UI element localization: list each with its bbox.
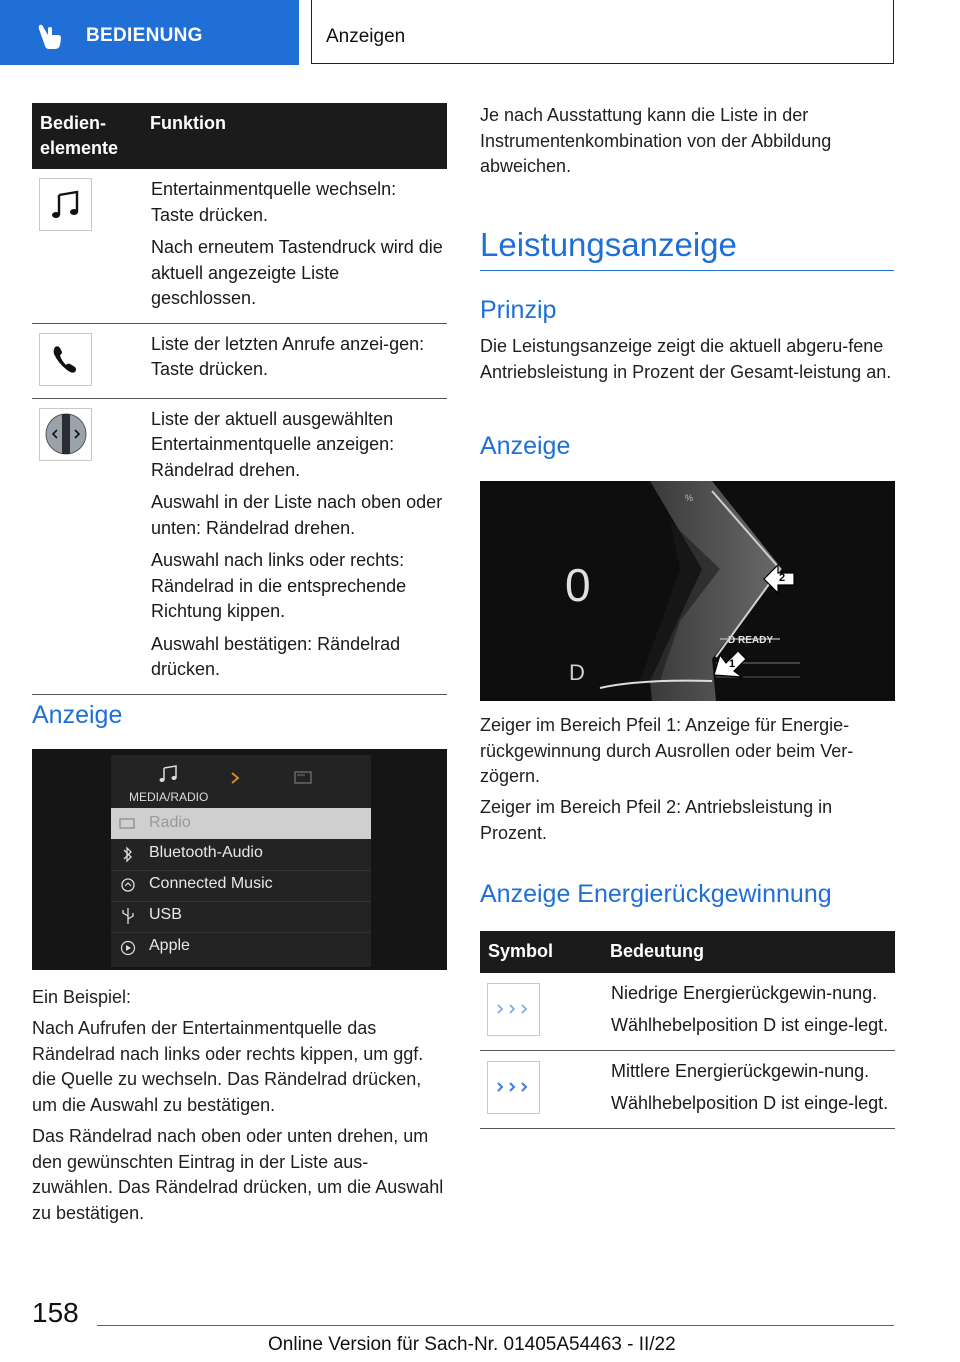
gauge-percent-label: %: [685, 493, 694, 503]
radio-icon: [119, 816, 135, 830]
row-text: Liste der aktuell ausgewählten Entertainmentquelle anzeigen: Rändelrad drehen.: [151, 408, 395, 480]
pointing-hand-icon: [36, 23, 64, 51]
heading-anzeige: Anzeige: [480, 432, 571, 460]
row-text: Nach erneutem Tastendruck wird die aktuell angezeigte Liste geschlossen.: [151, 237, 443, 308]
col-header-symbol: Symbol: [480, 931, 602, 973]
row-text: Liste der letzten Anrufe anzei-gen: Taste drücken.: [151, 333, 425, 379]
music-note-icon: [39, 178, 92, 231]
heading-prinzip: Prinzip: [480, 296, 557, 324]
table-row: [480, 973, 895, 1051]
regen-table: [480, 931, 895, 1129]
row-text: Wählhebelposition D ist einge-legt.: [611, 1015, 889, 1035]
play-circle-icon: [119, 939, 137, 957]
chevron-right-icon: [229, 771, 241, 785]
chapter-label: Anzeigen: [326, 26, 406, 47]
list-item[interactable]: [111, 933, 371, 963]
controls-table: [32, 103, 447, 695]
list-item[interactable]: [111, 871, 371, 902]
page-number: 158: [32, 1297, 79, 1328]
paragraph: Nach Aufrufen der Entertainmentquelle das Rändelrad nach links oder rechts kippen, um ggf. die Quelle zu wechseln. Das Rändelrad drücken, um die Auswahl zu bestätigen.: [32, 1018, 424, 1115]
media-screenshot: [32, 749, 447, 970]
list-item-label: Bluetooth-Audio: [149, 844, 263, 861]
row-text: Mittlere Energierückgewin-nung.: [611, 1060, 870, 1081]
list-item-selected[interactable]: [111, 808, 371, 839]
paragraph: Die Leistungsanzeige zeigt die aktuell abgeru-fene Antriebsleistung in Prozent der Gesamt-leistung an.: [480, 336, 892, 382]
list-item-label: Radio: [149, 814, 191, 831]
col-header-function: Funktion: [142, 103, 447, 169]
chevrons-low-icon: [487, 983, 540, 1036]
row-text: Wählhebelposition D ist einge-legt.: [611, 1093, 889, 1113]
table-row: [32, 169, 447, 323]
ready-label: D READY: [728, 635, 774, 646]
table-row: [480, 1050, 895, 1128]
usb-icon: [120, 906, 136, 926]
connected-music-icon: [119, 876, 137, 894]
row-text: Auswahl bestätigen: Rändelrad drücken.: [151, 633, 401, 679]
list-item-label: Connected Music: [149, 875, 273, 892]
list-item[interactable]: [111, 902, 371, 933]
row-text: Auswahl nach links oder rechts: Rändelrad in die entsprechende Richtung kippen.: [151, 550, 407, 621]
table-row: [32, 323, 447, 398]
media-panel: [111, 755, 371, 967]
list-item-label: Apple: [149, 937, 190, 954]
paragraph: Zeiger im Bereich Pfeil 2: Antriebsleistung in Prozent.: [480, 797, 833, 843]
paragraph: Zeiger im Bereich Pfeil 1: Anzeige für Energie-rückgewinnung durch Ausrollen oder beim Ver-zögern.: [480, 715, 854, 786]
arrow-1-label: 1: [729, 658, 736, 670]
music-note-icon: [158, 763, 180, 785]
list-item-label: USB: [149, 906, 182, 923]
speed-value: 0: [565, 559, 591, 611]
heading-rule: [480, 270, 894, 271]
row-text: Auswahl in der Liste nach oben oder unten: Rändelrad drehen.: [151, 492, 443, 538]
col-header-meaning: Bedeutung: [602, 931, 895, 973]
power-gauge-screenshot: [480, 481, 895, 701]
media-title: MEDIA/RADIO: [129, 790, 209, 804]
col-header-controls: Bedien-elemente: [32, 103, 142, 169]
chapter-box: [311, 0, 894, 64]
power-gauge-graphic: [480, 481, 895, 701]
heading-energierueckgewinnung: Anzeige Energierückgewinnung: [480, 880, 832, 908]
bluetooth-audio-icon: [119, 845, 137, 865]
paragraph: Das Rändelrad nach oben oder unten drehen, um den gewünschten Eintrag in der Liste aus-zuwählen. Das Rändelrad drücken, um die Auswahl zu bestätigen.: [32, 1126, 444, 1223]
thumbwheel-icon: [39, 408, 92, 461]
section-label: BEDIENUNG: [86, 25, 203, 46]
footer-rule: [97, 1325, 894, 1326]
section-heading-anzeige-left: Anzeige: [32, 701, 123, 729]
chevrons-medium-icon: [487, 1061, 540, 1114]
row-text: Niedrige Energierückgewin-nung.: [611, 982, 878, 1003]
folder-icon: [293, 769, 313, 785]
phone-handset-icon: [39, 333, 92, 386]
arrow-2-label: 2: [779, 572, 786, 584]
table-row: [32, 398, 447, 694]
paragraph-intro: Je nach Ausstattung kann die Liste in der Instrumentenkombination von der Abbildung abweichen.: [480, 105, 832, 176]
section-tab: [0, 0, 299, 65]
row-text: Entertainmentquelle wechseln: Taste drücken.: [151, 179, 397, 225]
paragraph: Ein Beispiel:: [32, 987, 132, 1007]
heading-leistungsanzeige: Leistungsanzeige: [480, 226, 737, 263]
footer-text: Online Version für Sach-Nr. 01405A54463 - II/22: [268, 1334, 676, 1355]
gear-label: D: [569, 660, 585, 685]
list-item[interactable]: [111, 841, 371, 871]
